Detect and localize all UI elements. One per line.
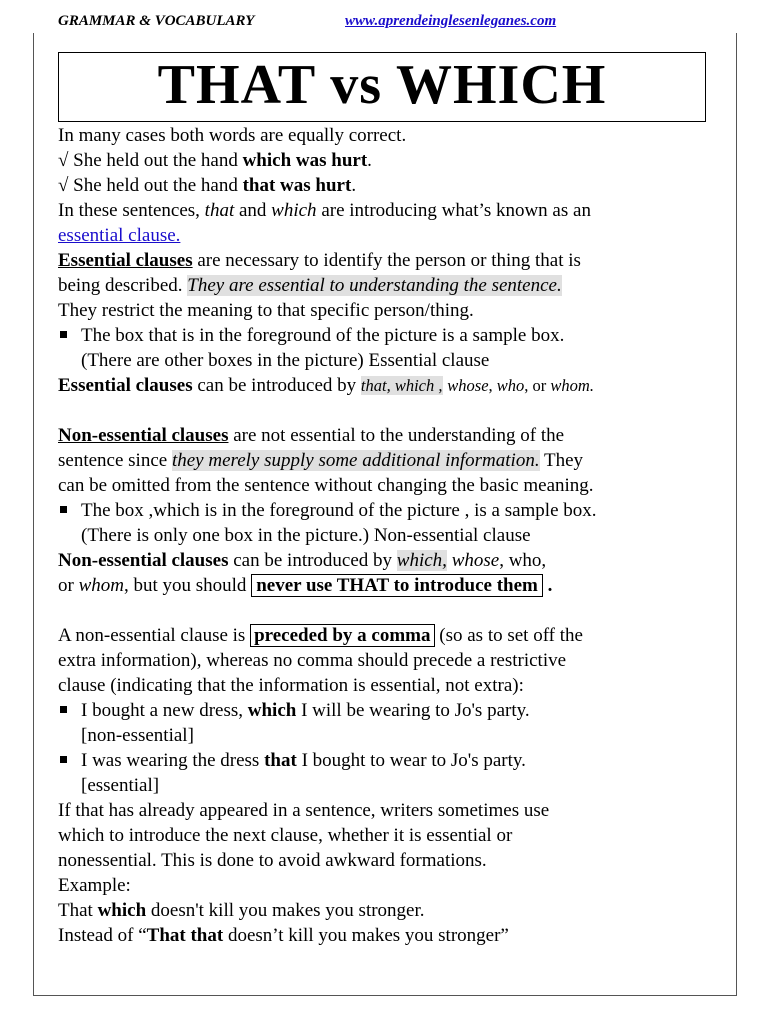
text-line: nonessential. This is done to avoid awkward formations.: [58, 850, 487, 871]
example-line: √ She held out the hand that was hurt.: [58, 175, 357, 196]
boxed-rule: never use THAT to introduce them: [251, 574, 543, 597]
bullet-icon: [60, 756, 67, 763]
text-line: or whom, but you should never use THAT to introduce them .: [58, 575, 553, 596]
list-item: I was wearing the dress that I bought to wear to Jo's party.: [58, 748, 728, 773]
text-line: [58, 223, 728, 248]
essential-clause-link[interactable]: essential clause.: [58, 225, 181, 246]
example-line: √ She held out the hand which was hurt.: [58, 150, 372, 171]
text-line: Non-essential clauses are not essential to the understanding of the: [58, 425, 565, 446]
text-line: If that has already appeared in a sentence, writers sometimes use: [58, 800, 550, 821]
boxed-rule: preceded by a comma: [250, 624, 434, 647]
list-item: The box ,which is in the foreground of the picture , is a sample box.: [58, 498, 728, 523]
text-line: A non-essential clause is preceded by a comma (so as to set off the: [58, 625, 583, 646]
page-header: [58, 13, 698, 33]
example-line: Instead of “That that doesn’t kill you makes you stronger”: [58, 925, 509, 946]
bullet-icon: [60, 506, 67, 513]
text-line: extra information), whereas no comma should precede a restrictive: [58, 650, 567, 671]
text-line: Essential clauses can be introduced by that, which , whose, who, or whom.: [58, 375, 594, 396]
text-line: In many cases both words are equally correct.: [58, 125, 407, 146]
document-body: [58, 123, 728, 948]
text-line: (There is only one box in the picture.) Non-essential clause: [81, 525, 531, 546]
highlighted-text: They are essential to understanding the sentence.: [187, 275, 562, 296]
page-title: THAT vs WHICH: [157, 54, 607, 116]
text-line: [non-essential]: [81, 725, 194, 746]
example-line: That which doesn't kill you makes you stronger.: [58, 900, 425, 921]
list-item: The box that is in the foreground of the picture is a sample box.: [58, 323, 728, 348]
header-section-label: GRAMMAR & VOCABULARY: [58, 13, 255, 29]
text-line: (There are other boxes in the picture) Essential clause: [81, 350, 490, 371]
header-website-link[interactable]: www.aprendeinglesenleganes.com: [345, 13, 557, 29]
bullet-icon: [60, 706, 67, 713]
highlighted-text: they merely supply some additional information.: [171, 450, 540, 471]
text-line: They restrict the meaning to that specific person/thing.: [58, 300, 474, 321]
text-line: can be omitted from the sentence without changing the basic meaning.: [58, 475, 594, 496]
text-line: Example:: [58, 875, 131, 896]
text-line: sentence since they merely supply some additional information. They: [58, 450, 584, 471]
text-line: Essential clauses are necessary to identify the person or thing that is: [58, 250, 581, 271]
text-line: being described. They are essential to understanding the sentence.: [58, 275, 562, 296]
text-line: [essential]: [81, 775, 160, 796]
title-box: [58, 52, 706, 122]
text-line: clause (indicating that the information is essential, not extra):: [58, 675, 524, 696]
text-line: In these sentences, that and which are introducing what’s known as an: [58, 200, 591, 221]
text-line: which to introduce the next clause, whether it is essential or: [58, 825, 513, 846]
list-item: I bought a new dress, which I will be wearing to Jo's party.: [58, 698, 728, 723]
text-line: Non-essential clauses can be introduced by which, whose, who,: [58, 550, 547, 571]
bullet-icon: [60, 331, 67, 338]
